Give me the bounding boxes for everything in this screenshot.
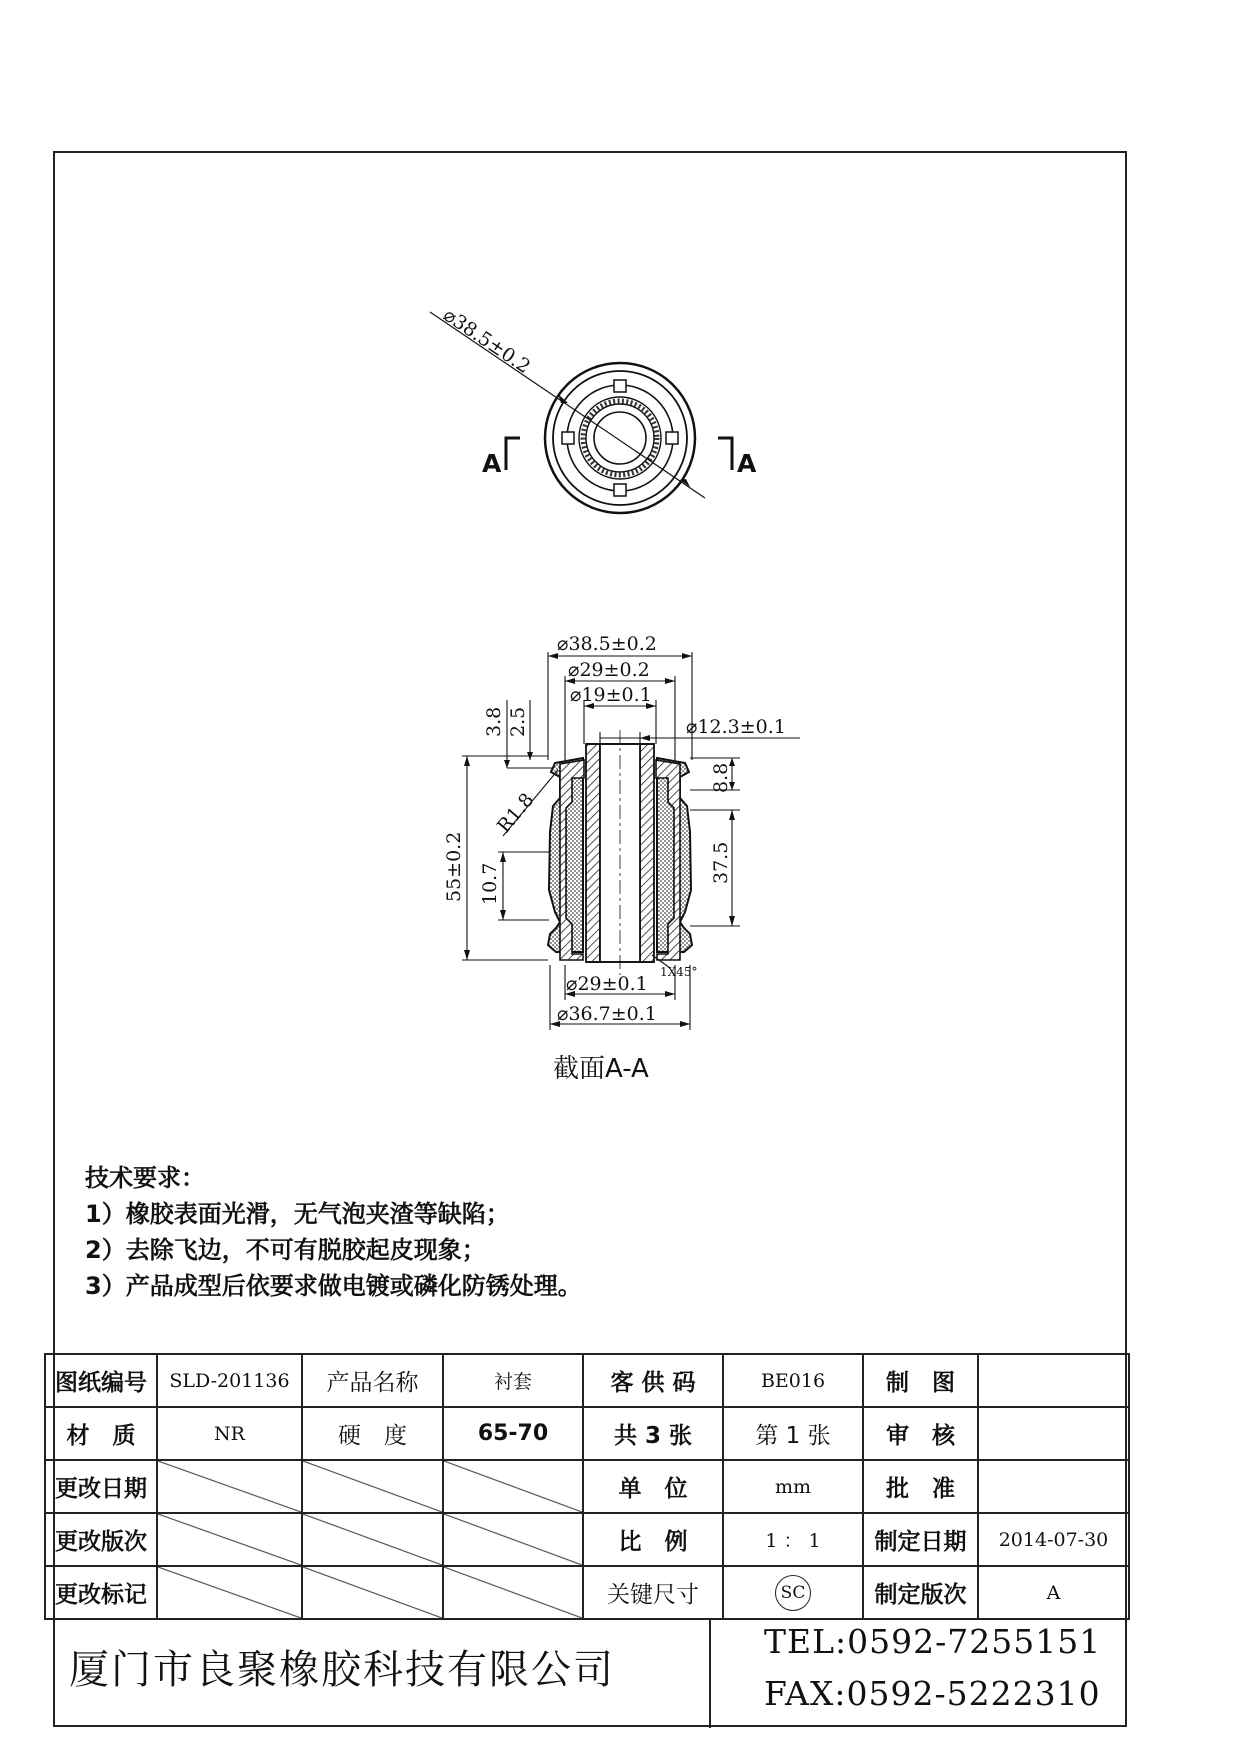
footer [44, 1618, 1128, 1728]
requirement-item-3: 3）产品成型后依要求做电镀或磷化防锈处理。 [85, 1272, 582, 1300]
unit: mm [723, 1460, 863, 1513]
change-mark-cell-3 [443, 1566, 583, 1619]
dim-h88: 8.8 [710, 762, 732, 793]
dim-d29-bottom: ⌀29±0.1 [566, 973, 648, 995]
dim-h107: 10.7 [479, 862, 501, 905]
review-label: 审 核 [863, 1407, 978, 1460]
change-date-cell-2 [302, 1460, 443, 1513]
change-version-cell-1 [157, 1513, 302, 1566]
dim-r18: R1.8 [492, 788, 539, 838]
dim-d29-top: ⌀29±0.2 [568, 659, 650, 681]
dim-outer-top: ⌀38.5±0.2 [557, 633, 657, 655]
scale: 1 ： 1 [723, 1513, 863, 1566]
dim-chamfer: 1X45° [660, 965, 698, 979]
scale-label: 比 例 [583, 1513, 723, 1566]
drawn-label: 制 图 [863, 1354, 978, 1407]
customer-code-label: 客 供 码 [583, 1354, 723, 1407]
sc-symbol-icon: SC [775, 1575, 811, 1611]
title-block [44, 1353, 1130, 1620]
fax: FAX:0592-5222310 [764, 1674, 1101, 1713]
change-date-cell-3 [443, 1460, 583, 1513]
issue-date: 2014-07-30 [978, 1513, 1129, 1566]
section-marker-left: A [482, 449, 502, 478]
material-label: 材 质 [45, 1407, 157, 1460]
product-name-label: 产品名称 [302, 1354, 443, 1407]
change-version-label: 更改版次 [45, 1513, 157, 1566]
dim-h55: 55±0.2 [443, 831, 465, 902]
footer-separator [709, 1618, 711, 1728]
technical-requirements [85, 1160, 582, 1304]
change-mark-cell-2 [302, 1566, 443, 1619]
change-mark-cell-1 [157, 1566, 302, 1619]
review-value [978, 1407, 1129, 1460]
issue-version-label: 制定版次 [863, 1566, 978, 1619]
requirements-heading: 技术要求： [85, 1164, 205, 1192]
change-mark-label: 更改标记 [45, 1566, 157, 1619]
hardness: 65-70 [443, 1407, 583, 1460]
approve-label: 批 准 [863, 1460, 978, 1513]
unit-label: 单 位 [583, 1460, 723, 1513]
dim-d12: ⌀12.3±0.1 [686, 716, 786, 738]
requirement-item-1: 1）橡胶表面光滑，无气泡夹渣等缺陷； [85, 1200, 510, 1228]
key-dim-label: 关键尺寸 [583, 1566, 723, 1619]
dim-h25: 2.5 [507, 706, 529, 737]
top-diameter-label: ⌀38.5±0.2 [439, 303, 535, 379]
dim-d19: ⌀19±0.1 [570, 684, 652, 706]
change-date-label: 更改日期 [45, 1460, 157, 1513]
approve-value [978, 1460, 1129, 1513]
sheets-total-label: 共 3 张 [583, 1407, 723, 1460]
dim-h375: 37.5 [710, 841, 732, 884]
drawing-no: SLD-201136 [157, 1354, 302, 1407]
drawn-value [978, 1354, 1129, 1407]
requirement-item-2: 2）去除飞边，不可有脱胶起皮现象； [85, 1236, 486, 1264]
change-version-cell-2 [302, 1513, 443, 1566]
drawing-no-label: 图纸编号 [45, 1354, 157, 1407]
change-version-cell-3 [443, 1513, 583, 1566]
section-marker-right: A [737, 449, 757, 478]
key-dim-cell [723, 1566, 863, 1619]
material: NR [157, 1407, 302, 1460]
sheet-number-label: 第 1 张 [723, 1407, 863, 1460]
company-name: 厦门市良聚橡胶科技有限公司 [69, 1647, 615, 1693]
issue-version: A [978, 1566, 1129, 1619]
section-title: 截面A-A [553, 1054, 649, 1084]
product-name: 衬套 [443, 1354, 583, 1407]
dim-d367: ⌀36.7±0.1 [557, 1003, 657, 1025]
dim-h38: 3.8 [483, 706, 505, 737]
hardness-label: 硬 度 [302, 1407, 443, 1460]
change-date-cell-1 [157, 1460, 302, 1513]
telephone: TEL:0592-7255151 [764, 1622, 1102, 1661]
issue-date-label: 制定日期 [863, 1513, 978, 1566]
customer-code: BE016 [723, 1354, 863, 1407]
